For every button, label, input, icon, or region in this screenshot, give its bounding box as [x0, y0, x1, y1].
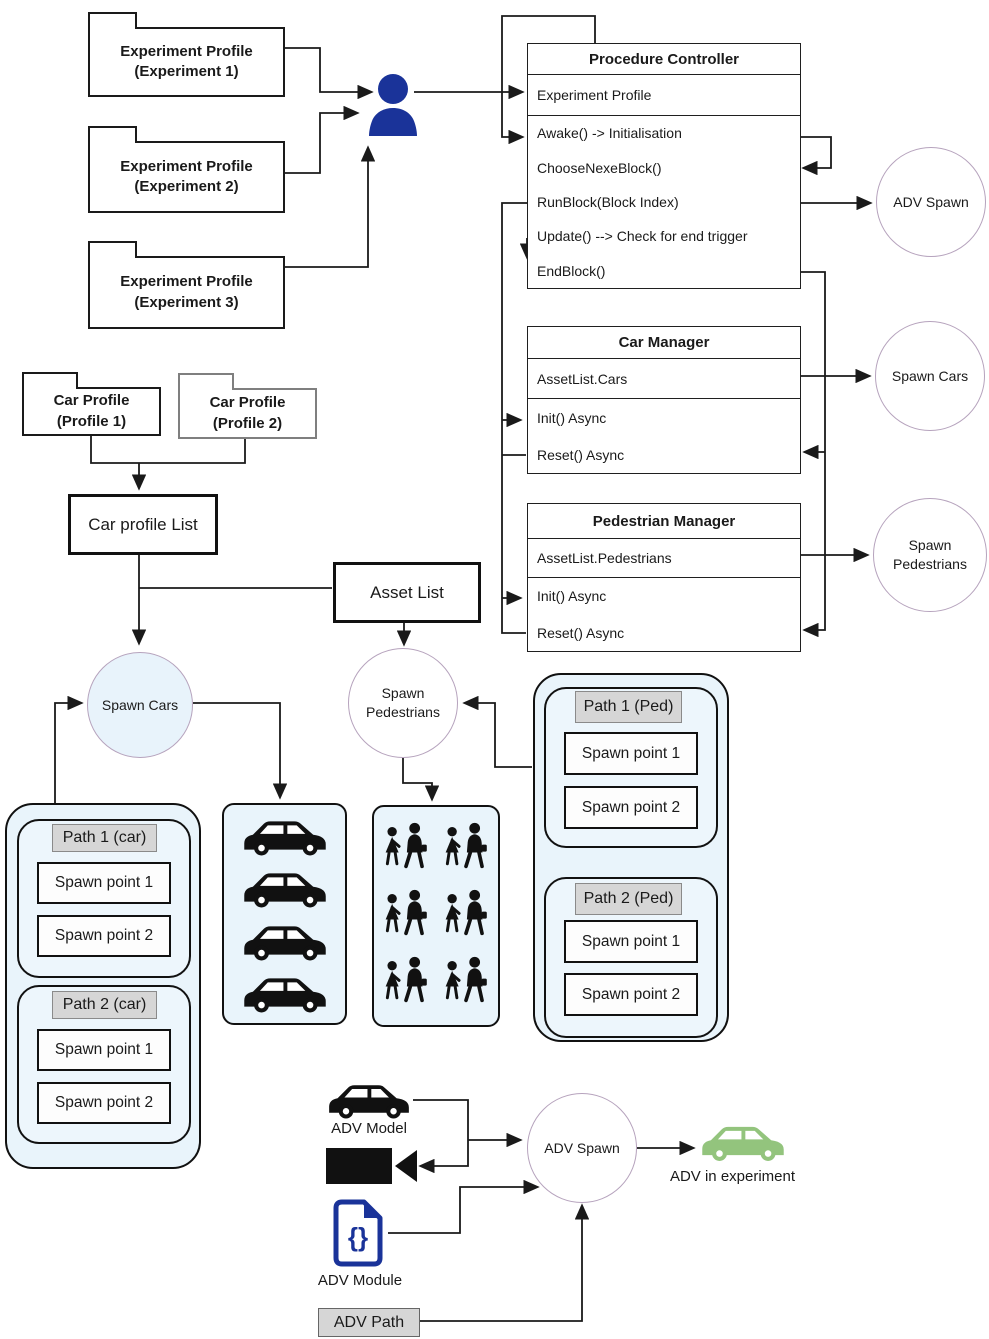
ped-path-1-spawn-point-1: Spawn point 1 — [564, 732, 698, 775]
folder-subtitle: (Profile 2) — [212, 414, 283, 432]
asset-list-box: Asset List — [333, 562, 481, 623]
procedure-controller-box — [527, 43, 801, 289]
pedestrian-manager-box — [527, 503, 801, 652]
folder-tab — [22, 372, 78, 389]
adv-model-car-icon — [323, 1076, 415, 1122]
folder-tab — [88, 126, 137, 143]
ped-path-1-spawn-point-2: Spawn point 2 — [564, 786, 698, 829]
pedestrian-manager-methods — [528, 578, 800, 651]
car-path-2-spawn-point-2: Spawn point 2 — [37, 1082, 171, 1124]
pedestrian-pair-icon — [380, 953, 432, 1013]
method-item: ChooseNexeBlock() — [537, 159, 662, 176]
pedestrian-manager-attribute: AssetList.Pedestrians — [528, 539, 800, 578]
car-icon — [235, 812, 335, 859]
method-item: Init() Async — [537, 409, 607, 426]
procedure-controller-methods — [528, 116, 800, 288]
spawn-pedestrians-circle-mid: Spawn Pedestrians — [348, 648, 458, 758]
method-item: EndBlock() — [537, 262, 606, 279]
folder-title: Car Profile — [209, 394, 286, 412]
ped-path-2-spawn-point-2: Spawn point 2 — [564, 973, 698, 1016]
folder-tab — [178, 373, 234, 390]
video-camera-icon — [325, 1146, 419, 1186]
car-manager-methods — [528, 399, 800, 473]
adv-spawn-circle-bottom: ADV Spawn — [527, 1093, 637, 1203]
car-path-1-spawn-point-1: Spawn point 1 — [37, 862, 171, 904]
car-manager-attribute: AssetList.Cars — [528, 359, 800, 399]
car-path-2-spawn-point-1: Spawn point 1 — [37, 1029, 171, 1071]
car-profile-folder-2 — [178, 388, 317, 439]
person-icon — [362, 72, 424, 142]
adv-module-label: ADV Module — [317, 1272, 403, 1289]
pedestrians-asset-box — [372, 805, 500, 1027]
ped-path-1-label: Path 1 (Ped) — [575, 691, 682, 723]
car-icon — [235, 969, 335, 1016]
adv-path-box: ADV Path — [318, 1308, 420, 1337]
adv-model-label: ADV Model — [331, 1120, 407, 1137]
car-profile-folder-1 — [22, 387, 161, 436]
car-icon — [235, 917, 335, 964]
experiment-profile-folder-1 — [88, 27, 285, 97]
module-glyph: {} — [347, 1222, 369, 1252]
method-item: Update() --> Check for end trigger — [537, 228, 748, 245]
green-car-icon — [696, 1116, 790, 1166]
folder-subtitle: (Experiment 3) — [134, 293, 239, 311]
method-item: Reset() Async — [537, 624, 625, 641]
method-item: Reset() Async — [537, 446, 625, 463]
folder-subtitle: (Profile 1) — [56, 412, 127, 430]
car-path-group — [5, 803, 201, 1169]
ped-path-group — [533, 673, 729, 1042]
folder-title: Experiment Profile — [120, 42, 253, 60]
spawn-cars-circle-mid: Spawn Cars — [87, 652, 193, 758]
pedestrian-pair-icon — [380, 886, 432, 946]
ped-path-2-label: Path 2 (Ped) — [575, 883, 682, 915]
car-manager-title: Car Manager — [528, 327, 800, 359]
car-path-1-label: Path 1 (car) — [52, 824, 157, 852]
code-file-icon — [328, 1198, 388, 1268]
experiment-profile-folder-2 — [88, 141, 285, 213]
experiment-profile-folder-3 — [88, 256, 285, 329]
pedestrian-manager-title: Pedestrian Manager — [528, 504, 800, 539]
procedure-controller-title: Procedure Controller — [528, 44, 800, 75]
car-manager-box — [527, 326, 801, 474]
pedestrian-pair-icon — [440, 953, 492, 1013]
method-item: Init() Async — [537, 588, 607, 605]
car-path-1-spawn-point-2: Spawn point 2 — [37, 915, 171, 957]
pedestrian-pair-icon — [440, 886, 492, 946]
car-profile-list-box: Car profile List — [68, 494, 218, 555]
car-icon — [235, 864, 335, 911]
folder-title: Experiment Profile — [120, 273, 253, 291]
pedestrian-pair-icon — [380, 819, 432, 879]
folder-tab — [88, 241, 137, 258]
procedure-controller-attribute: Experiment Profile — [528, 75, 800, 116]
adv-in-experiment-label: ADV in experiment — [669, 1168, 796, 1185]
folder-title: Car Profile — [53, 392, 130, 410]
ped-path-2-spawn-point-1: Spawn point 1 — [564, 920, 698, 963]
folder-subtitle: (Experiment 1) — [134, 63, 239, 80]
folder-title: Experiment Profile — [120, 157, 253, 175]
adv-spawn-circle-top: ADV Spawn — [876, 147, 986, 257]
folder-subtitle: (Experiment 2) — [134, 178, 239, 195]
spawn-pedestrians-circle-right: Spawn Pedestrians — [873, 498, 987, 612]
method-item: Awake() -> Initialisation — [537, 125, 682, 142]
folder-tab — [88, 12, 137, 29]
spawn-cars-circle-right: Spawn Cars — [875, 321, 985, 431]
car-path-2-label: Path 2 (car) — [52, 991, 157, 1019]
method-item: RunBlock(Block Index) — [537, 193, 679, 210]
pedestrian-pair-icon — [440, 819, 492, 879]
cars-asset-box — [222, 803, 347, 1025]
